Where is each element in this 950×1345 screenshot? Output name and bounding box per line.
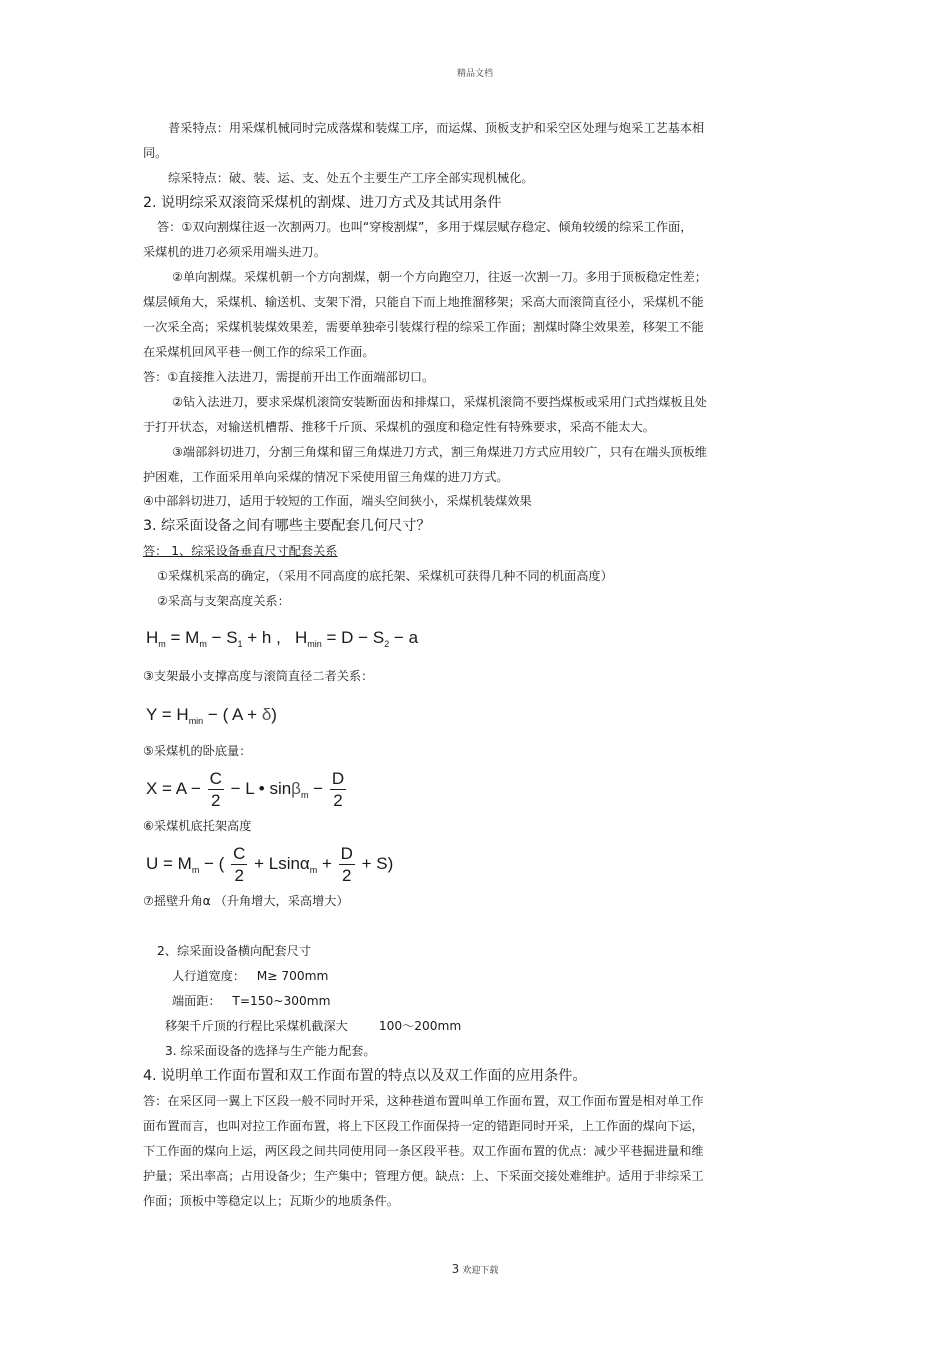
label: 人行道宽度： bbox=[172, 969, 246, 983]
paragraph-line: 同。 bbox=[143, 146, 168, 160]
paragraph-line: ②单向割煤。采煤机朝一个方向割煤，朝一个方向跑空刀，往返一次割一刀。多用于顶板稳定性差； bbox=[172, 270, 707, 284]
paragraph-line: ④中部斜切进刀，适用于较短的工作面，端头空间狭小，采煤机装煤效果 bbox=[143, 494, 532, 508]
value: T=150~300mm bbox=[232, 994, 331, 1008]
paragraph-line bbox=[172, 993, 331, 1009]
question-heading: 4. 说明单工作面布置和双工作面布置的特点以及双工作面的应用条件。 bbox=[143, 1068, 587, 1084]
paragraph-line: 答：①直接推入法进刀，需提前开出工作面端部切口。 bbox=[143, 370, 435, 384]
paragraph-line: 2、综采面设备横向配套尺寸 bbox=[157, 944, 312, 958]
paragraph-line: 在采煤机回风平巷一侧工作的综采工作面。 bbox=[143, 345, 375, 359]
paragraph-line: ②采高与支架高度关系： bbox=[157, 594, 290, 608]
footer-text: 欢迎下载 bbox=[462, 1266, 499, 1276]
page-footer bbox=[0, 1262, 950, 1276]
paragraph-line: 普采特点：用采煤机械同时完成落煤和装煤工序，而运煤、顶板支护和采空区处理与炮采工艺基本相 bbox=[168, 121, 705, 135]
paragraph-line: 煤层倾角大，采煤机、输送机、支架下滑，只能自下而上地推溜移架；采高大而滚筒直径小，采煤机不能 bbox=[143, 295, 704, 309]
question-heading: 3. 综采面设备之间有哪些主要配套几何尺寸？ bbox=[143, 518, 431, 534]
value: 100～200mm bbox=[378, 1019, 462, 1033]
label: 端面距： bbox=[172, 994, 221, 1008]
paragraph-line: 护量；采出率高；占用设备少；生产集中；管理方便。缺点：上、下采面交接处难维护。适用于非综采工 bbox=[143, 1169, 704, 1183]
formula-hm: $H_m = M_m - S_1 + h$ , $H_{min} = D - S_2 - a$ bbox=[146, 628, 419, 649]
paragraph-line: 一次采全高；采煤机装煤效果差，需要单独牵引装煤行程的综采工作面；割煤时降尘效果差，移架工不能 bbox=[143, 320, 704, 334]
page-header: 精品文档 bbox=[456, 69, 493, 79]
paragraph-line: 面布置而言，也叫对拉工作面布置，将上下区段工作面保持一定的错距同时开采，上工作面的煤向下运， bbox=[143, 1119, 704, 1133]
paragraph-line: 作面；顶板中等稳定以上；瓦斯少的地质条件。 bbox=[143, 1194, 399, 1208]
paragraph-line: 护困难，工作面采用单向采煤的情况下采使用留三角煤的进刀方式。 bbox=[143, 470, 509, 484]
paragraph-line: ⑦摇壁升角α （升角增大，采高增大） bbox=[143, 894, 349, 908]
paragraph-line: ③支架最小支撑高度与滚筒直径二者关系： bbox=[143, 669, 374, 683]
paragraph-line: 综采特点：破、装、运、支、处五个主要生产工序全部实现机械化。 bbox=[168, 171, 534, 185]
label: 移架千斤顶的行程比采煤机截深大 bbox=[165, 1019, 348, 1033]
paragraph-line: 3. 综采面设备的选择与生产能力配套。 bbox=[165, 1044, 376, 1058]
paragraph-line bbox=[165, 1018, 461, 1034]
paragraph-line: 下工作面的煤向上运，两区段之间共同使用同一条区段平巷。双工作面布置的优点：减少平巷掘进量和维 bbox=[143, 1144, 704, 1158]
paragraph-line: 答：在采区同一翼上下区段一般不同时开采，这种巷道布置叫单工作面布置，双工作面布置是相对单工作 bbox=[143, 1094, 704, 1108]
paragraph-line bbox=[172, 968, 328, 984]
paragraph-line: 答： 1、综采设备垂直尺寸配套关系 bbox=[143, 544, 338, 558]
formula-x: X = A − $\frac{C}{2}$ − L • sinβ$_m$ − $\frac{D}{2}$ bbox=[146, 769, 345, 810]
paragraph-line: 于打开状态，对输送机槽帮、推移千斤顶、采煤机的强度和稳定性有特殊要求，采高不能太大。 bbox=[143, 420, 655, 434]
paragraph-line: ③端部斜切进刀，分割三角煤和留三角煤进刀方式，割三角煤进刀方式应用较广，只有在端头顶板维 bbox=[172, 445, 707, 459]
paragraph-line: ②钻入法进刀，要求采煤机滚筒安装断面齿和排煤口，采煤机滚筒不要挡煤板或采用门式挡煤板且处 bbox=[172, 395, 707, 409]
paragraph-line: ⑥采煤机底托架高度 bbox=[143, 819, 252, 833]
formula-u: $U = M_m$ − ( $\frac{C}{2}$ + Lsinα$_m$ + $\frac{D}{2}$ + S) bbox=[146, 844, 394, 885]
paragraph-line: 答：①双向割煤往返一次割两刀。也叫“穿梭割煤”，多用于煤层赋存稳定、倾角较缓的综采工作面， bbox=[157, 220, 693, 234]
formula-y: $Y = H_{min}$ − ( A + δ) bbox=[146, 705, 277, 726]
value: M≥ 700mm bbox=[256, 969, 329, 983]
paragraph-line: ⑤采煤机的卧底量： bbox=[143, 744, 252, 758]
paragraph-line: 采煤机的进刀必须采用端头进刀。 bbox=[143, 245, 326, 259]
page-number: 3 bbox=[451, 1262, 460, 1276]
question-heading: 2. 说明综采双滚筒采煤机的割煤、进刀方式及其试用条件 bbox=[143, 195, 502, 211]
paragraph-line: ①采煤机采高的确定，（采用不同高度的底托架、采煤机可获得几种不同的机面高度） bbox=[157, 569, 613, 583]
